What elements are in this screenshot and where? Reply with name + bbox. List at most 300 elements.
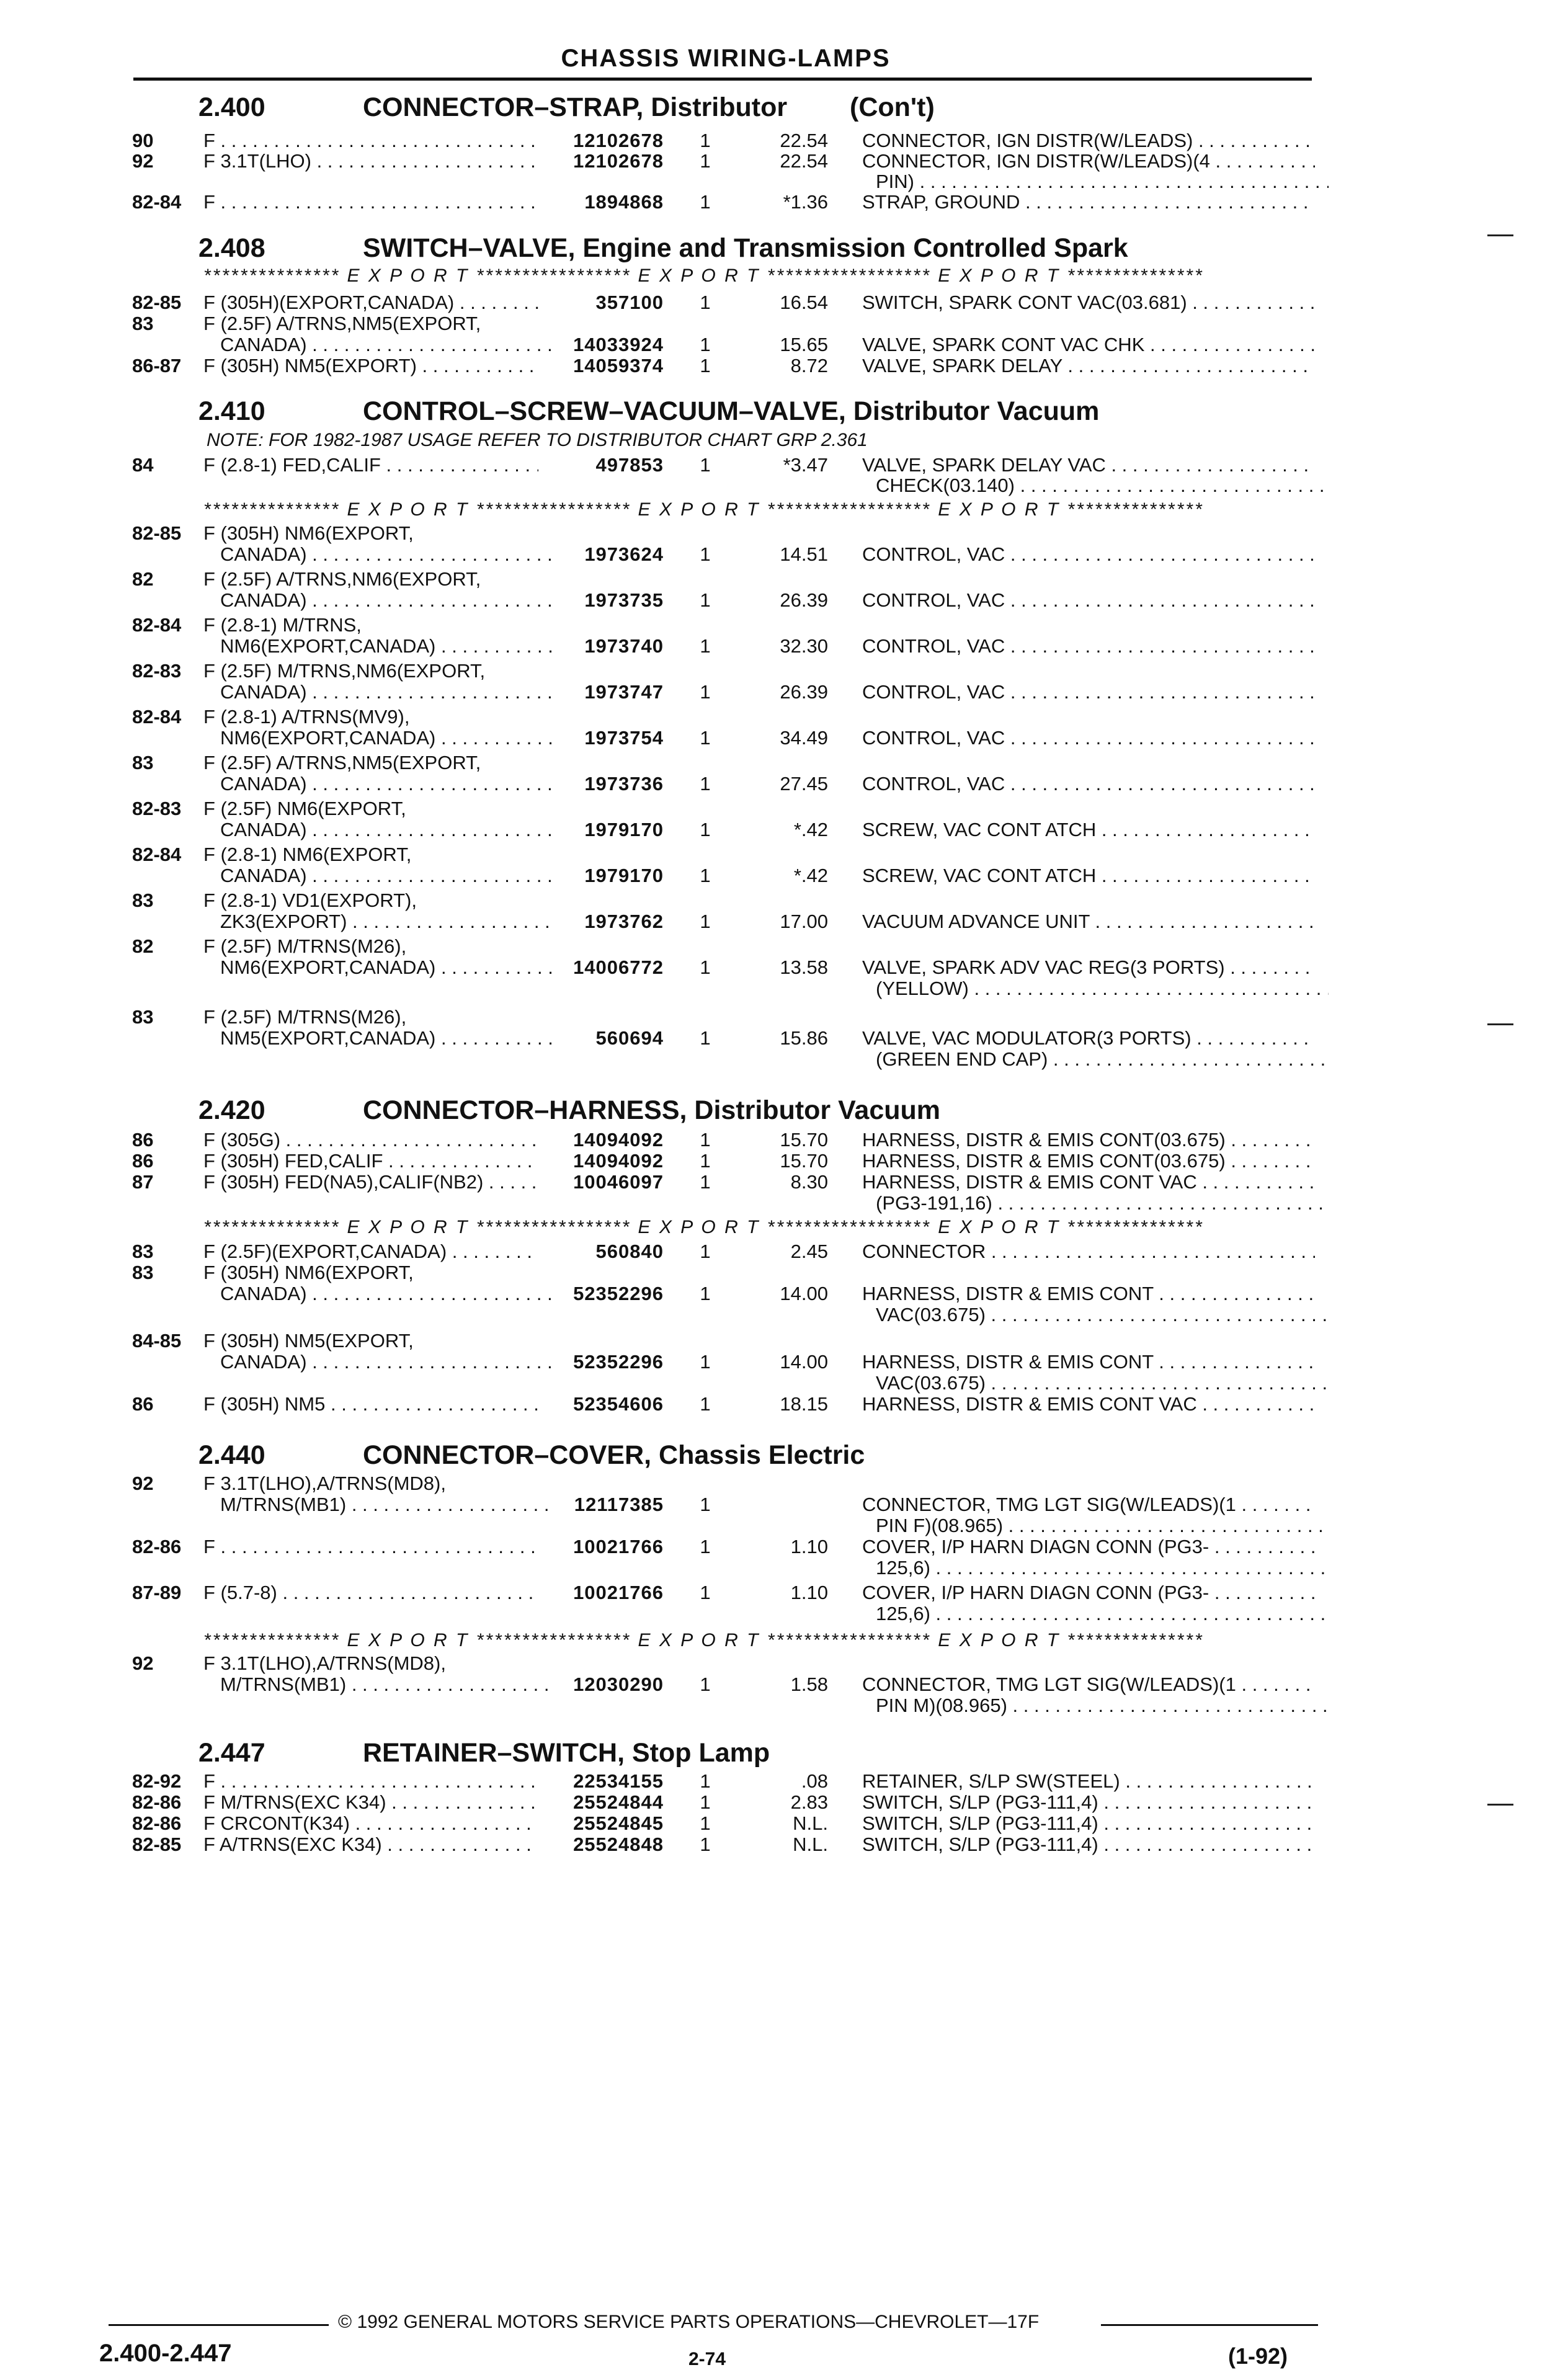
part-name [862,863,1315,888]
model-years: 82-84 [132,844,182,865]
part-name-detail: GROUND [929,191,1020,213]
part-name-detail: SPARK CONT VAC CHK [926,334,1145,355]
quantity: 1 [700,292,711,313]
part-name-detail: SPARK CONT VAC(03.681) [943,292,1187,313]
quantity: 1 [700,681,711,703]
group-number: 2.400 [198,92,265,122]
part-row [0,473,1568,498]
application-desc: F (2.8-1) A/TRNS(MV9), [203,706,410,728]
group-title: CONNECTOR–HARNESS, Distributor Vacuum [363,1095,941,1125]
quantity: 1 [700,865,711,886]
margin-mark [1487,234,1513,236]
margin-mark [1487,1804,1513,1806]
page-title: CHASSIS WIRING-LAMPS [561,45,891,72]
part-name-noun: CONTROL, [862,543,962,565]
part-name-noun: VALVE, [862,1027,927,1049]
price: 2.83 [790,1791,828,1813]
model-years: 83 [132,752,154,773]
part-number: 560694 [595,1027,664,1049]
price: 1.58 [790,1673,828,1695]
model-years: 83 [132,1262,154,1283]
part-name-noun: SWITCH, [862,1812,943,1834]
model-years: 83 [132,313,154,334]
application-desc: F (5.7-8) . . . [203,1580,538,1605]
part-name-noun: CONNECTOR, [862,1494,991,1515]
model-years: 82-84 [132,706,182,728]
price: *1.36 [783,191,828,213]
application-desc: F (305H) NM5(EXPORT, [203,1330,414,1352]
model-years: 92 [132,1472,154,1494]
application-desc: F 3.1T(LHO),A/TRNS(MD8), [203,1472,446,1494]
part-name-detail: SPARK DELAY VAC [926,454,1106,476]
export-banner: *************** E X P O R T ***************** E X P O R T ****************** E X P O R T *************** [203,265,1204,286]
part-name-noun: HARNESS, [862,1171,961,1193]
quantity: 1 [700,1027,711,1049]
part-number: 10021766 [573,1582,664,1603]
part-name [862,588,1315,613]
application-desc: CANADA) . . . [220,588,555,613]
part-name-noun: CONNECTOR, [862,1673,991,1695]
part-row [0,1832,1568,1857]
part-number: 22534155 [573,1770,664,1792]
price: 32.30 [780,635,828,657]
model-years: 90 [132,130,154,151]
application-desc: F 3.1T(LHO) . . . [203,149,538,174]
part-number: 560840 [595,1241,664,1262]
part-name-noun: VALVE, [862,956,927,978]
part-name-noun: CONTROL, [862,727,962,749]
part-name-noun: HARNESS, [862,1351,961,1373]
quantity: 1 [700,1791,711,1813]
part-name-noun: CONTROL, [862,589,962,611]
group-title: CONTROL–SCREW–VACUUM–VALVE, Distributor Vacuum [363,396,1100,426]
part-number: 10046097 [573,1171,664,1193]
part-name-detail: I/P HARN DIAGN CONN (PG3- [935,1536,1209,1557]
part-row [0,1602,1568,1626]
part-name-continued: VAC(03.675) . . . [876,1303,1329,1327]
model-years: 87-89 [132,1582,182,1603]
price: 16.54 [780,292,828,313]
quantity: 1 [700,1494,711,1515]
margin-mark [1487,1023,1513,1025]
model-years: 92 [132,150,154,172]
model-years: 83 [132,889,154,911]
part-name-detail: DISTR & EMIS CONT [960,1283,1154,1304]
header-rule [133,78,1312,81]
part-name-noun: COVER, [862,1582,936,1603]
part-number: 14033924 [573,334,664,355]
part-number: 1973736 [584,773,664,795]
model-years: 82-83 [132,660,182,682]
group-number: 2.447 [198,1738,265,1768]
quantity: 1 [700,1833,711,1855]
group-title: RETAINER–SWITCH, Stop Lamp [363,1738,770,1768]
part-name-detail: I/P HARN DIAGN CONN (PG3- [935,1582,1209,1603]
part-row [0,726,1568,751]
quantity: 1 [700,1673,711,1695]
part-row [0,1191,1568,1216]
application-desc: CANADA) . . . [220,817,555,842]
application-desc: F (305H) FED(NA5),CALIF(NB2) . . . [203,1170,538,1195]
application-desc: CANADA) . . . [220,332,555,357]
part-number: 25524848 [573,1833,664,1855]
price: 14.00 [780,1283,828,1304]
part-name-continued: 125,6) . . . [876,1602,1329,1626]
part-name-detail: S/LP (PG3-111,4) [943,1791,1098,1813]
application-desc: F (2.8-1) NM6(EXPORT, [203,844,412,865]
part-number: 52352296 [573,1351,664,1373]
application-desc: F (305H) NM5(EXPORT) . . . [203,354,538,378]
group-number: 2.408 [198,233,265,263]
part-name-noun: VALVE, [862,334,927,355]
application-desc: CANADA) . . . [220,1350,555,1374]
price: .08 [801,1770,828,1792]
model-years: 86 [132,1129,154,1151]
quantity: 1 [700,1536,711,1557]
application-desc: F (2.8-1) VD1(EXPORT), [203,889,417,911]
application-desc: F (2.5F) A/TRNS,NM6(EXPORT, [203,568,481,590]
model-years: 84-85 [132,1330,182,1352]
application-desc: F (305H) NM5 . . . [203,1392,538,1417]
quantity: 1 [700,1241,711,1262]
application-desc: NM6(EXPORT,CANADA) . . . [220,634,555,659]
quantity: 1 [700,130,711,151]
part-name [862,542,1315,567]
application-desc: F . . . [203,1769,538,1794]
group-continued: (Con't) [850,92,935,122]
part-name-noun: HARNESS, [862,1150,961,1172]
part-number: 14094092 [573,1150,664,1172]
price: 15.70 [780,1129,828,1151]
part-name [862,1392,1315,1417]
part-name-noun: RETAINER, [862,1770,964,1792]
part-number: 12102678 [573,130,664,151]
price: 2.45 [790,1241,828,1262]
model-years: 82-86 [132,1791,182,1813]
part-name [862,726,1315,751]
part-name-detail: VAC [961,543,1005,565]
application-desc: F . . . [203,128,538,153]
model-years: 86-87 [132,355,182,376]
part-name-detail: DISTR & EMIS CONT(03.675) [960,1150,1226,1172]
quantity: 1 [700,1171,711,1193]
group-number: 2.440 [198,1440,265,1470]
model-years: 82-85 [132,292,182,313]
part-name [862,680,1315,705]
application-desc: F CRCONT(K34) . . . [203,1811,538,1836]
quantity: 1 [700,589,711,611]
quantity: 1 [700,819,711,840]
application-desc: CANADA) . . . [220,1281,555,1306]
part-name-noun: SCREW, [862,865,938,886]
model-years: 82-85 [132,522,182,544]
model-years: 87 [132,1171,154,1193]
part-name-noun: COVER, [862,1536,936,1557]
part-name-detail: SPARK ADV VAC REG(3 PORTS) [926,956,1225,978]
part-name [862,1832,1315,1857]
application-desc: F (2.8-1) FED,CALIF . . . [203,453,538,478]
part-name-detail: IGN DISTR(W/LEADS) [991,130,1193,151]
quantity: 1 [700,1283,711,1304]
price: 34.49 [780,727,828,749]
application-desc: F (2.5F) M/TRNS(M26), [203,1006,407,1028]
part-number: 12117385 [574,1494,664,1515]
part-number: 14094092 [573,1129,664,1151]
part-number: 25524845 [573,1812,664,1834]
part-name-detail: DISTR & EMIS CONT VAC [960,1171,1197,1193]
part-number: 1973762 [584,911,664,932]
quantity: 1 [700,150,711,172]
model-years: 82 [132,935,154,957]
quantity: 1 [700,727,711,749]
quantity: 1 [700,1150,711,1172]
group-number: 2.420 [198,1095,265,1125]
part-number: 14059374 [573,355,664,376]
part-name [862,817,1315,842]
application-desc: F (2.8-1) M/TRNS, [203,614,362,636]
price: 1.10 [790,1582,828,1603]
part-number: 357100 [595,292,664,313]
model-years: 83 [132,1006,154,1028]
part-name-noun: CONTROL, [862,773,962,795]
part-name-noun: CONTROL, [862,635,962,657]
part-name-detail: VAC [961,773,1005,795]
application-desc: NM5(EXPORT,CANADA) . . . [220,1026,555,1051]
part-row [0,976,1568,1001]
part-row [0,542,1568,567]
application-desc: CANADA) . . . [220,863,555,888]
application-desc: F (2.5F)(EXPORT,CANADA) . . . [203,1239,538,1264]
model-years: 83 [132,1241,154,1262]
part-name-continued: PIN) . . . [876,169,1329,194]
application-desc: F (2.5F) M/TRNS,NM6(EXPORT, [203,660,486,682]
part-number: 12030290 [573,1673,664,1695]
part-name-detail: DISTR & EMIS CONT VAC [960,1393,1197,1415]
part-name-noun: CONTROL, [862,681,962,703]
part-number: 1979170 [584,819,664,840]
part-name-detail: S/LP (PG3-111,4) [943,1812,1098,1834]
model-years: 92 [132,1652,154,1674]
part-name-noun: SWITCH, [862,292,943,313]
part-name-continued: PIN M)(08.965) . . . [876,1693,1329,1718]
price: *3.47 [783,454,828,476]
application-desc: CANADA) . . . [220,680,555,705]
part-number: 1979170 [584,865,664,886]
part-number: 1973747 [584,681,664,703]
quantity: 1 [700,1770,711,1792]
price: 8.72 [790,355,828,376]
part-name-detail: TMG LGT SIG(W/LEADS)(1 [991,1494,1236,1515]
part-name-detail: VAC [961,589,1005,611]
group-title: SWITCH–VALVE, Engine and Transmission Controlled Spark [363,233,1128,263]
quantity: 1 [700,334,711,355]
export-banner: *************** E X P O R T ***************** E X P O R T ****************** E X P O R T *************** [203,499,1204,520]
quantity: 1 [700,191,711,213]
quantity: 1 [700,1812,711,1834]
price: *.42 [793,865,828,886]
application-desc: F (305H) NM6(EXPORT, [203,1262,414,1283]
part-number: 14006772 [573,956,664,978]
price: 26.39 [780,589,828,611]
part-name-detail: TMG LGT SIG(W/LEADS)(1 [991,1673,1236,1695]
group-title: CONNECTOR–COVER, Chassis Electric [363,1440,865,1470]
part-name-noun: CONNECTOR, [862,150,991,172]
model-years: 82-92 [132,1770,182,1792]
quantity: 1 [700,1582,711,1603]
part-name-noun: STRAP, [862,191,929,213]
part-name-noun: SWITCH, [862,1791,943,1813]
price: 15.70 [780,1150,828,1172]
part-name-noun: CONNECTOR [862,1241,986,1262]
model-years: 82-84 [132,191,182,213]
application-desc: CANADA) . . . [220,542,555,567]
part-name [862,909,1315,934]
model-years: 82-86 [132,1812,182,1834]
part-number: 1973754 [584,727,664,749]
part-row [0,1047,1568,1072]
part-number: 1973735 [584,589,664,611]
price: 18.15 [780,1393,828,1415]
model-years: 82-84 [132,614,182,636]
part-number: 1894868 [584,191,664,213]
footer-rule [1101,2324,1318,2326]
part-name-noun: HARNESS, [862,1129,961,1151]
part-name-detail: DISTR & EMIS CONT(03.675) [960,1129,1226,1151]
price: 15.86 [780,1027,828,1049]
part-name-continued: (PG3-191,16) . . . [876,1191,1329,1216]
part-name-noun: HARNESS, [862,1283,961,1304]
quantity: 1 [700,543,711,565]
footer-rule [109,2324,329,2326]
part-name-detail: VAC CONT ATCH [938,865,1097,886]
price: N.L. [793,1833,828,1855]
part-row [0,1392,1568,1417]
export-banner: *************** E X P O R T ***************** E X P O R T ****************** E X P O R T *************** [203,1217,1204,1237]
part-name-noun: SCREW, [862,819,938,840]
usage-note: NOTE: FOR 1982-1987 USAGE REFER TO DISTRIBUTOR CHART GRP 2.361 [207,430,868,450]
group-number: 2.410 [198,396,265,426]
part-row [0,772,1568,796]
quantity: 1 [700,956,711,978]
part-number: 1973624 [584,543,664,565]
application-desc: F (305H) FED,CALIF . . . [203,1149,538,1174]
part-row [0,354,1568,378]
price: 27.45 [780,773,828,795]
part-number: 12102678 [573,150,664,172]
model-years: 86 [132,1393,154,1415]
price: 14.00 [780,1351,828,1373]
part-name-noun: SWITCH, [862,1833,943,1855]
application-desc: F (305H) NM6(EXPORT, [203,522,414,544]
application-desc: F 3.1T(LHO),A/TRNS(MD8), [203,1652,446,1674]
part-name-detail: VAC [961,635,1005,657]
model-years: 82-83 [132,798,182,819]
price: 26.39 [780,681,828,703]
part-row [0,909,1568,934]
part-row [0,863,1568,888]
application-desc: F (2.5F) A/TRNS,NM5(EXPORT, [203,313,481,334]
part-name-noun: VACUUM ADVANCE UNIT [862,911,1090,932]
quantity: 1 [700,355,711,376]
quantity: 1 [700,454,711,476]
part-name-noun: VALVE, [862,355,927,376]
model-years: 82 [132,568,154,590]
part-name-continued: (GREEN END CAP) . . . [876,1047,1329,1072]
quantity: 1 [700,911,711,932]
application-desc: F (305H)(EXPORT,CANADA) . . . [203,290,538,315]
copyright-notice: © 1992 GENERAL MOTORS SERVICE PARTS OPERATIONS—CHEVROLET—17F [338,2312,1040,2332]
application-desc: F . . . [203,1535,538,1559]
price: 22.54 [780,130,828,151]
application-desc: NM6(EXPORT,CANADA) . . . [220,726,555,751]
part-name-detail: VAC CONT ATCH [938,819,1097,840]
price: 8.30 [790,1171,828,1193]
part-name-detail: SPARK DELAY [926,355,1062,376]
part-name-continued: (YELLOW) . . . [876,976,1329,1001]
part-row [0,1556,1568,1580]
revision-date: (1-92) [1228,2343,1288,2369]
part-name-detail: VAC [961,681,1005,703]
export-banner: *************** E X P O R T ***************** E X P O R T ****************** E X P O R T *************** [203,1630,1204,1651]
part-row [0,817,1568,842]
application-desc: F (2.5F) M/TRNS(M26), [203,935,407,957]
part-number: 25524844 [573,1791,664,1813]
part-name-continued: CHECK(03.140) . . . [876,473,1329,498]
part-number: 52352296 [573,1283,664,1304]
part-name-detail: S/LP (PG3-111,4) [943,1833,1098,1855]
model-years: 82-85 [132,1833,182,1855]
part-name [862,190,1315,215]
part-number: 52354606 [573,1393,664,1415]
application-desc: F (305G) . . . [203,1128,538,1152]
part-row [0,588,1568,613]
part-name-detail: IGN DISTR(W/LEADS)(4 [991,150,1210,172]
application-desc: CANADA) . . . [220,772,555,796]
application-desc: M/TRNS(MB1) . . . [220,1672,555,1697]
part-name-detail: DISTR & EMIS CONT [960,1351,1154,1373]
section-range: 2.400-2.447 [99,2340,232,2367]
part-name-detail: VAC [961,727,1005,749]
part-name-continued: PIN F)(08.965) . . . [876,1513,1329,1538]
part-number: 10021766 [573,1536,664,1557]
model-years: 82-86 [132,1536,182,1557]
price: *.42 [793,819,828,840]
part-row [0,680,1568,705]
part-name-noun: VALVE, [862,454,927,476]
part-name [862,772,1315,796]
quantity: 1 [700,1393,711,1415]
price: 15.65 [780,334,828,355]
part-name-detail: S/LP SW(STEEL) [963,1770,1120,1792]
part-row [0,634,1568,659]
part-number: 497853 [595,454,664,476]
page-number: 2-74 [688,2349,726,2369]
part-name-noun: CONNECTOR, [862,130,991,151]
application-desc: F . . . [203,190,538,215]
part-name [862,354,1315,378]
application-desc: F (2.5F) NM6(EXPORT, [203,798,406,819]
part-name-detail: VAC MODULATOR(3 PORTS) [926,1027,1192,1049]
price: 14.51 [780,543,828,565]
quantity: 1 [700,773,711,795]
price: 17.00 [780,911,828,932]
application-desc: F (2.5F) A/TRNS,NM5(EXPORT, [203,752,481,773]
part-name-continued: VAC(03.675) . . . [876,1371,1329,1396]
quantity: 1 [700,1129,711,1151]
part-name [862,634,1315,659]
price: 22.54 [780,150,828,172]
group-title: CONNECTOR–STRAP, Distributor [363,92,788,122]
